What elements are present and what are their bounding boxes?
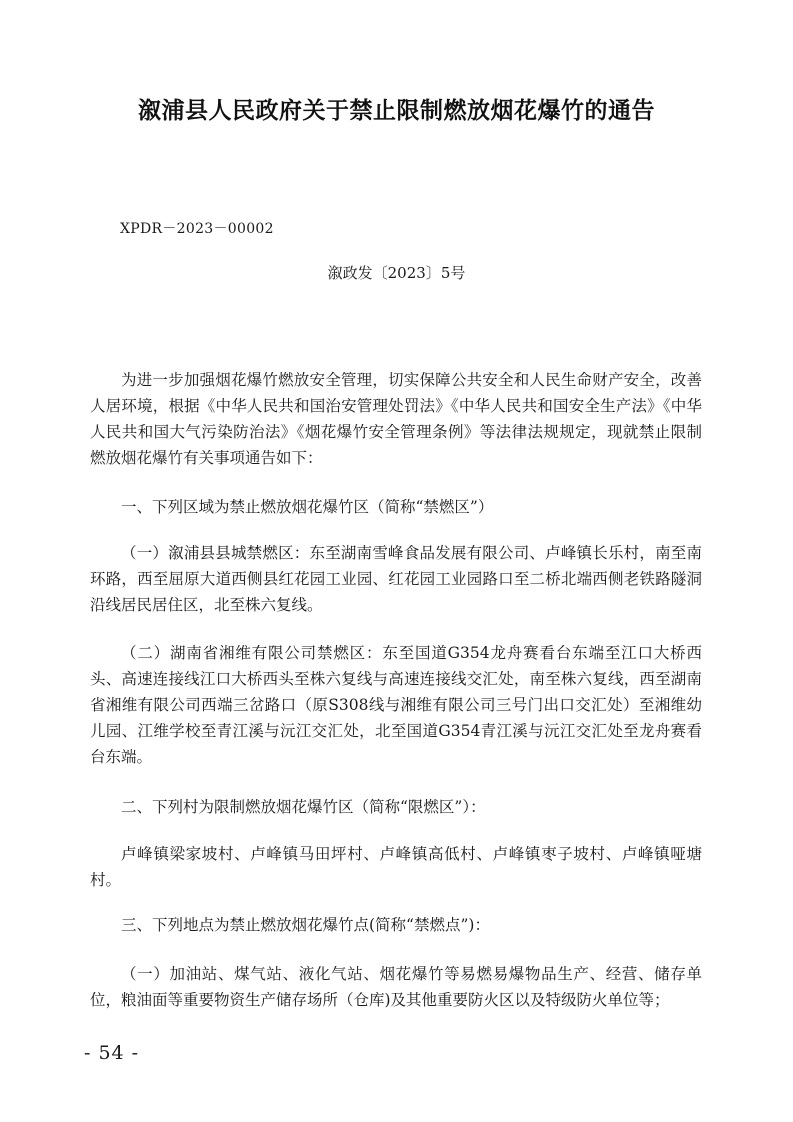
paragraph-section-2-list: 卢峰镇梁家坡村、卢峰镇马田坪村、卢峰镇高低村、卢峰镇枣子坡村、卢峰镇哑塘村。: [90, 845, 702, 889]
paragraph-section-1-item-2: （二）湖南省湘维有限公司禁燃区：东至国道G354龙舟赛看台东端至江口大桥西头、高速连接线江口大桥西头至株六复线与高速连接线交汇处，南至株六复线，西至湖南省湘维有限公司西端三岔路口（原S308线与湘维有限公司三号门出口交汇处）至湘维幼儿园、江维学校至青江溪与沅江交汇处，北至国道G354青江溪与沅江交汇处至龙舟赛看台东端。: [90, 644, 702, 766]
section-heading-3: 三、下列地点为禁止燃放烟花爆竹点(简称“禁燃点”)：: [121, 916, 490, 934]
paragraph-section-1-item-1: （一）溆浦县县城禁燃区：东至湖南雪峰食品发展有限公司、卢峰镇长乐村，南至南环路，西至屈原大道西侧县红花园工业园、红花园工业园路口至二桥北端西侧老铁路隧洞沿线居民居住区，北至株六复线。: [90, 544, 702, 614]
section-heading-1: 一、下列区域为禁止燃放烟花爆竹区（简称“禁燃区”）: [121, 498, 494, 516]
document-code: XPDR－2023－00002: [120, 221, 274, 237]
document-number: 溆政发〔2023〕5号: [327, 264, 466, 282]
page-number: - 54 -: [84, 1042, 140, 1064]
paragraph-preamble: 为进一步加强烟花爆竹燃放安全管理，切实保障公共安全和人民生命财产安全，改善人居环境，根据《中华人民共和国治安管理处罚法》《中华人民共和国安全生产法》《中华人民共和国大气污染防治法》《烟花爆竹安全管理条例》等法律法规规定，现就禁止限制燃放烟花爆竹有关事项通告如下：: [90, 371, 702, 467]
document-title: 溆浦县人民政府关于禁止限制燃放烟花爆竹的通告: [138, 98, 655, 124]
paragraph-section-3-item-1: （一）加油站、煤气站、液化气站、烟花爆竹等易燃易爆物品生产、经营、储存单位，粮油面等重要物资生产储存场所（仓库)及其他重要防火区以及特级防火单位等；: [90, 965, 702, 1009]
section-heading-2: 二、下列村为限制燃放烟花爆竹区（简称“限燃区”）：: [121, 798, 486, 816]
